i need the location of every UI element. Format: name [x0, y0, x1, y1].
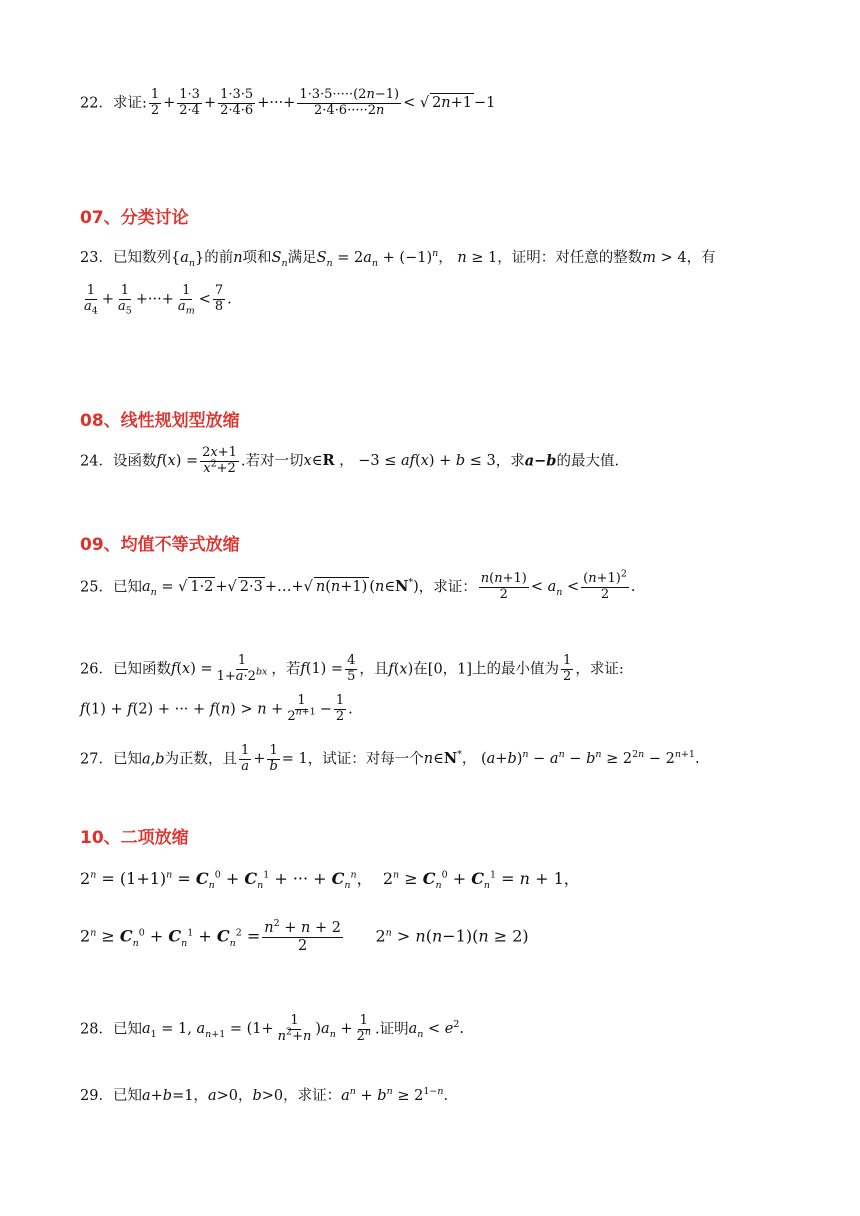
problem-26-label: 26．已知函数: [80, 661, 171, 678]
problem-24-text: ，求: [495, 453, 525, 470]
problem-26-text: ，若: [271, 661, 301, 678]
problem-29: 29．已知a+b=1，a>0，b>0，求证：$a^n + b^n \ge 2^{1-n}$.: [80, 1086, 449, 1104]
problem-24-label: 24．设函数: [80, 453, 157, 470]
problem-25-text: ，求证：: [418, 579, 477, 596]
problem-26-text: ，求证:: [575, 661, 624, 678]
problem-23-text: 项和: [242, 250, 272, 266]
problem-26-text: ，且: [359, 661, 389, 678]
problem-27-label: 27．已知: [80, 751, 142, 768]
section-heading-07: 07、分类讨论: [80, 208, 189, 228]
problem-22-label: 22．求证:: [80, 95, 147, 112]
problem-23-text: 的前: [204, 250, 234, 266]
problem-28: 28．已知$a_1 = 1$, $a_{n+1} = (1+$ $\frac{1}{n^2+n}$ )$a_n$ + $\frac{1}{2^n}$ .证明$a_n < e^2$.: [80, 1013, 465, 1044]
problem-25-label: 25．已知: [80, 579, 142, 596]
problem-24-text: 的最大值.: [556, 453, 620, 470]
binomial-formula-line2: $2^n \ge C_n^0 + C_n^1 + C_n^2$ = $\frac{n^2 + n + 2}{2}$ $2^n > n(n-1)(n \ge 2)$: [80, 918, 529, 954]
problem-25: 25．已知$a_n$ = √ 1·2 +√ 2·3 +…+√ n(n+1) (n∈N*)，求证： $\frac{n(n+1)}{2}$ < $a_n$ < $\frac{(n+1)^2}{2}$ .: [80, 568, 636, 602]
problem-22-formula: $\frac{1}{2}$ + $\frac{1\cdot 3}{2\cdot 4}$ + $\frac{1\cdot 3\cdot 5}{2\cdot 4\cdot 6}$ +···+ $\frac{1\cdot 3\cdot 5\cdot\cdot\cdot\cdot\cdot(2n-1)}{2\cdot 4\cdot 6\cdot\cdot\cdot\cdot\cdot 2n}$ < √ 2n+1 −1: [150, 87, 496, 118]
section-heading-10: 10、二项放缩: [80, 828, 189, 848]
problem-22: [80, 88, 495, 119]
problem-27-text: 为正数，且: [164, 751, 237, 768]
problem-23-text: 满足: [287, 250, 317, 266]
binomial-formula-line1: $2^n = (1+1)^n = C_n^0 + C_n^1$ + ··· + $C_n^n$， $2^n \ge C_n^0 + C_n^1 = n + 1$，: [80, 869, 580, 892]
problem-24-text: .若对一切: [240, 453, 304, 470]
problem-23-text: ，证明：对任意的整数: [497, 250, 643, 266]
problem-26-text: 在[0，1]上的最小值为: [413, 661, 560, 678]
problem-26-line2: f(1) + f(2) + ··· + f(n) > n + $\frac{1}{2^{n+1}}$ − $\frac{1}{2}$ .: [80, 693, 353, 724]
problem-29-label: 29．已知: [80, 1088, 142, 1104]
section-heading-09: 09、均值不等式放缩: [80, 535, 240, 555]
problem-26-line1: 26．已知函数f(x) = $\frac{1}{1+a\cdot 2^{bx}}$ ，若f(1) = $\frac{4}{5}$ ，且f(x)在[0，1]上的最小值为 $\frac{1}{2}$ ，求证:: [80, 653, 624, 684]
problem-28-text: .证明: [375, 1021, 409, 1038]
problem-28-label: 28．已知: [80, 1021, 142, 1038]
problem-23-line2: $\frac{1}{a_4}$ + $\frac{1}{a_5}$ +···+ $\frac{1}{a_m}$ < $\frac{7}{8}$ .: [84, 283, 232, 317]
problem-23-line1: 23．已知数列$\{a_n\}$的前n项和$S_n$满足$S_n = 2a_n + (-1)^n$， n ≥ 1，证明：对任意的整数m > 4，有: [80, 248, 716, 269]
problem-23-text: ，有: [686, 250, 716, 266]
section-heading-08: 08、线性规划型放缩: [80, 411, 240, 431]
problem-27: 27．已知a,b为正数，且 $\frac{1}{a}$ + $\frac{1}{b}$ = 1，试证：对每一个n∈N*， $(a+b)^n - a^n - b^n \ge 2^{2n} - 2^{n+1}$.: [80, 743, 700, 774]
problem-27-text: ，试证：对每一个: [307, 751, 424, 768]
problem-24: 24．设函数f(x) = $\frac{2x+1}{x^2+2}$ .若对一切x∈R ， −3 ≤ af(x) + b ≤ 3，求a−b的最大值.: [80, 445, 620, 476]
problem-29-text: ，求证：: [283, 1088, 342, 1104]
problem-23-label: 23．已知数列: [80, 250, 171, 266]
